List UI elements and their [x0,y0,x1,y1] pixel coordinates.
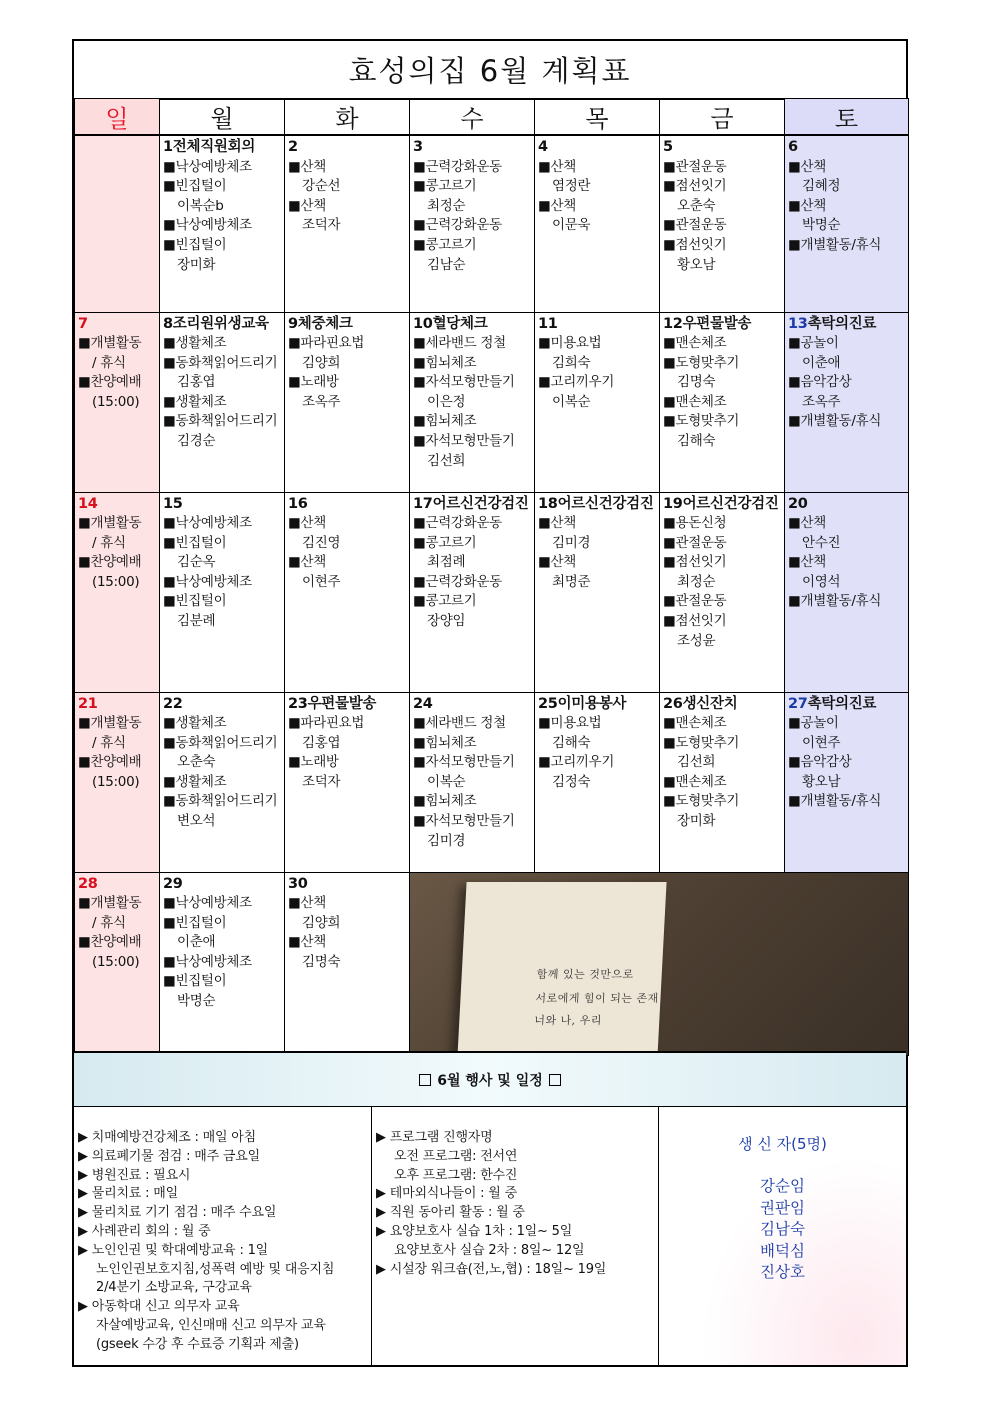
activity-line: 김미경 [427,832,466,849]
activity-line: ■산책 [788,515,826,532]
event-line: ▶ 아동학대 신고 의무자 교육 [78,1299,240,1315]
activity-line: ■점선잇기 [663,178,727,195]
event-line: ▶ 병원진료 : 필요시 [78,1167,191,1183]
activity-line: ■관절운동 [663,158,727,175]
activity-line: 김명숙 [302,953,341,970]
activity-line: 황오남 [677,256,716,273]
activity-line: ■산책 [288,515,326,532]
events-section [74,1107,906,1365]
weekday-tue: 화 [285,99,410,136]
activity-line: 최점례 [427,554,466,571]
activity-line: ■산책 [538,158,576,175]
day-cell [75,135,160,312]
day-number: 10혈당체크 [413,315,488,332]
day-number: 9체중체크 [288,315,353,332]
birthday-column [659,1107,906,1365]
activity-line: 이복순b [177,197,224,214]
activity-line: ■낙상예방체조 [163,515,252,532]
day-number: 24 [413,695,433,712]
day-cell [160,312,285,492]
day-cell [410,312,535,492]
events-title: 6월 행사 및 일정 [437,1072,543,1089]
activity-line: ■세라밴드 정철 [413,715,506,732]
day-cell [535,312,660,492]
week-row [75,872,909,1055]
activity-line: ■맨손체조 [663,773,727,790]
activity-line: ■음악감상 [788,374,852,391]
activity-line: ■미용요법 [538,335,602,352]
activity-line: 장양임 [427,613,466,630]
day-number: 23우편물발송 [288,695,377,712]
activity-line: ■공놀이 [788,715,839,732]
activity-line: ■빈집털이 [163,593,227,610]
activity-line: 조성윤 [677,632,716,649]
activity-line: ■자석모형만들기 [413,813,515,830]
activity-line: ■산책 [288,934,326,951]
activity-line: ■개별활동 [78,335,142,352]
day-number: 13촉탁의진료 [788,315,877,332]
day-cell [410,135,535,312]
day-cell [785,492,909,692]
day-number: 12우편물발송 [663,315,752,332]
activity-line: 김선희 [677,754,716,771]
activity-line: ■점선잇기 [663,236,727,253]
activity-line: 김혜정 [802,178,841,195]
activity-line: 이복순 [427,773,466,790]
week-row [75,492,909,692]
day-number: 27촉탁의진료 [788,695,877,712]
activity-line: ■콩고르기 [413,593,477,610]
checkbox-icon [419,1074,431,1086]
activity-line: / 휴식 [92,734,126,751]
activity-line: ■생활체조 [163,773,227,790]
activity-line: 조덕자 [302,217,341,234]
activity-line: ■음악감상 [788,754,852,771]
birthday-name: 진상호 [760,1263,805,1281]
day-cell [160,692,285,872]
activity-line: 김해숙 [552,734,591,751]
day-cell [285,492,410,692]
activity-line: 김양희 [302,354,341,371]
event-line: ▶ 치매예방건강체조 : 매일 아침 [78,1130,257,1145]
activity-line: ■도형맞추기 [663,354,740,371]
activity-line: ■생활체조 [163,335,227,352]
birthday-name: 배덕심 [760,1241,805,1260]
day-cell [660,492,785,692]
day-cell [785,312,909,492]
activity-line: 오춘숙 [677,197,716,214]
activity-line: ■힘뇌체조 [413,354,477,371]
activity-line: ■점선잇기 [663,554,727,571]
page-title: 효성의집 6월 계획표 [74,41,906,100]
activity-line: 장미화 [677,813,716,830]
activity-line: ■힘뇌체조 [413,734,477,751]
activity-line: ■생활체조 [163,393,227,410]
day-cell [285,692,410,872]
day-number: 30 [288,875,308,892]
activity-line: 안수진 [802,534,841,551]
activity-line: ■산책 [288,197,326,214]
activity-line: ■낙상예방체조 [163,953,252,970]
activity-line: ■힘뇌체조 [413,413,477,430]
day-cell [535,692,660,872]
activity-line: ■노래방 [288,754,339,771]
weekday-mon: 월 [160,99,285,136]
activity-line: ■찬양예배 [78,754,142,771]
activity-line: 이영석 [802,573,841,590]
activity-line: ■콩고르기 [413,236,477,253]
activity-line: 조덕자 [302,773,341,790]
activity-line: ■노래방 [288,374,339,391]
activity-line: ■낙상예방체조 [163,895,252,912]
activity-line: (15:00) [92,773,140,790]
activity-line: ■산책 [538,197,576,214]
activity-line: 이현주 [302,573,341,590]
day-number: 3 [413,139,423,155]
day-number: 16 [288,495,308,512]
activity-line: 박명순 [802,217,841,234]
day-number: 15 [163,495,183,512]
activity-line: 박명순 [177,993,216,1010]
day-number: 14 [78,495,98,512]
activity-line: 김홍엽 [302,734,341,751]
activity-line: ■산책 [538,554,576,571]
activity-line: ■자석모형만들기 [413,754,515,771]
activity-line: ■산책 [288,895,326,912]
activity-line: 김경순 [177,433,216,450]
day-number: 28 [78,875,98,892]
activity-line: ■근력강화운동 [413,515,502,532]
day-cell [160,872,285,1055]
day-cell [410,692,535,872]
activity-line: 변오석 [177,813,216,830]
events-middle-column [372,1107,659,1365]
day-number: 1전체직원회의 [163,139,256,155]
activity-line: ■콩고르기 [413,534,477,551]
activity-line: ■콩고르기 [413,178,477,195]
day-cell [75,872,160,1055]
activity-line: ■산책 [788,158,826,175]
event-line: 노인인권보호지침,성폭력 예방 및 대응지침 [96,1261,335,1277]
events-banner [74,1051,906,1107]
book-page [457,882,666,1056]
activity-line: (15:00) [92,953,140,970]
activity-line: ■근력강화운동 [413,217,502,234]
activity-line: ■세라밴드 정철 [413,335,506,352]
activity-line: ■동화책읽어드리기 [163,413,278,430]
activity-line: 이춘애 [802,354,841,371]
activity-line: 최명준 [552,573,591,590]
day-cell [660,312,785,492]
birthday-names [659,1176,906,1284]
activity-line: (15:00) [92,573,140,590]
activity-line: ■산책 [288,554,326,571]
weekday-header-row [75,99,909,136]
event-line: ▶ 물리치료 : 매일 [78,1186,178,1202]
day-cell [660,135,785,312]
event-line: 요양보호사 실습 2차 : 8일~ 12일 [394,1242,585,1258]
schedule-sheet [72,39,908,1367]
activity-line: ■빈집털이 [163,973,227,990]
day-number: 25이미용봉사 [538,695,627,712]
day-number: 4 [538,139,548,155]
event-line: 오후 프로그램: 한수진 [394,1167,518,1183]
activity-line: ■맨손체조 [663,335,727,352]
day-number: 20 [788,495,808,512]
day-cell [785,692,909,872]
event-line: ▶ 프로그램 진행자명 [376,1130,493,1145]
day-cell [535,492,660,692]
day-cell [285,312,410,492]
week-row [75,692,909,872]
activity-line: 김정숙 [552,773,591,790]
day-number: 2 [288,139,298,155]
activity-line: ■고리끼우기 [538,374,615,391]
birthday-title: 생 신 자(5명) [738,1135,827,1153]
events-left-column [74,1107,372,1365]
event-line: ▶ 직원 동아리 활동 : 월 중 [376,1205,525,1221]
activity-line: ■고리끼우기 [538,754,615,771]
activity-line: 이춘애 [177,934,216,951]
activity-line: 김진영 [302,534,341,551]
activity-line: ■자석모형만들기 [413,374,515,391]
activity-line: 김남순 [427,256,466,273]
photo-cell [410,872,909,1055]
photo-text-line: 너와 나, 우리 [533,1013,603,1027]
day-cell [160,492,285,692]
day-number: 29 [163,875,183,892]
activity-line: ■동화책읽어드리기 [163,734,278,751]
event-line: 2/4분기 소방교육, 구강교육 [96,1280,252,1296]
activity-line: ■파라핀요법 [288,335,365,352]
activity-line: ■맨손체조 [663,393,727,410]
activity-line: / 휴식 [92,534,126,551]
day-number: 19어르신건강검진 [663,495,779,512]
activity-line: ■관절운동 [663,217,727,234]
activity-line: ■산책 [288,158,326,175]
day-cell [75,492,160,692]
weekday-sat: 토 [785,99,909,136]
event-line: ▶ 의료폐기물 점검 : 매주 금요일 [78,1148,260,1164]
event-line: ▶ 물리치료 기기 점검 : 매주 수요일 [78,1205,277,1221]
activity-line: ■미용요법 [538,715,602,732]
checkbox-icon [549,1074,561,1086]
day-cell [75,692,160,872]
birthday-name: 강순임 [760,1177,805,1195]
activity-line: ■낙상예방체조 [163,217,252,234]
activity-line: 김미경 [552,534,591,551]
activity-line: ■도형맞추기 [663,793,740,810]
day-cell [75,312,160,492]
day-number: 6 [788,139,798,155]
activity-line: ■빈집털이 [163,178,227,195]
activity-line: ■근력강화운동 [413,573,502,590]
activity-line: 김순옥 [177,554,216,571]
week-row [75,312,909,492]
day-number: 18어르신건강검진 [538,495,654,512]
day-number: 5 [663,139,673,155]
birthday-name: 권판임 [760,1198,805,1217]
day-cell [660,692,785,872]
activity-line: ■빈집털이 [163,534,227,551]
activity-line: ■산책 [788,554,826,571]
activity-line: 김명숙 [677,374,716,391]
day-number: 17어르신건강검진 [413,495,529,512]
activity-line: ■공놀이 [788,335,839,352]
week-row [75,135,909,312]
activity-line: ■힘뇌체조 [413,793,477,810]
activity-line: ■근력강화운동 [413,158,502,175]
event-line: ▶ 노인인권 및 학대예방교육 : 1일 [78,1242,269,1258]
event-line: (gseek 수강 후 수료증 기획과 제출) [96,1336,299,1352]
activity-line: 오춘숙 [177,754,216,771]
activity-line: ■개별활동/휴식 [788,413,882,430]
event-line: ▶ 테마외식나들이 : 월 중 [376,1186,517,1202]
activity-line: 김양희 [302,914,341,931]
day-cell [160,135,285,312]
event-line: 오전 프로그램: 전서연 [394,1148,518,1164]
activity-line: 염정란 [552,178,591,195]
day-number: 11 [538,315,558,332]
activity-line: (15:00) [92,393,140,410]
day-number: 7 [78,315,88,332]
activity-line: ■생활체조 [163,715,227,732]
activity-line: ■개별활동 [78,515,142,532]
day-cell [410,492,535,692]
activity-line: 김홍엽 [177,374,216,391]
activity-line: ■관절운동 [663,593,727,610]
activity-line: 김해숙 [677,433,716,450]
activity-line: 최정순 [427,197,466,214]
book-photo [410,873,908,1055]
photo-text-line: 서로에게 힘이 되는 존재 [535,991,660,1005]
activity-line: ■점선잇기 [663,613,727,630]
activity-line: ■파라핀요법 [288,715,365,732]
activity-line: ■도형맞추기 [663,734,740,751]
activity-line: 김선희 [427,452,466,469]
day-cell [785,135,909,312]
activity-line: ■동화책읽어드리기 [163,354,278,371]
activity-line: ■개별활동/휴식 [788,793,882,810]
activity-line: ■개별활동/휴식 [788,593,882,610]
activity-line: ■낙상예방체조 [163,573,252,590]
activity-line: ■빈집털이 [163,914,227,931]
activity-line: / 휴식 [92,354,126,371]
activity-line: 김희숙 [552,354,591,371]
activity-line: 황오남 [802,773,841,790]
activity-line: 이문욱 [552,217,591,234]
day-number: 8조리원위생교육 [163,315,269,332]
activity-line: ■개별활동/휴식 [788,236,882,253]
activity-line: ■동화책읽어드리기 [163,793,278,810]
activity-line: ■찬양예배 [78,934,142,951]
day-cell [285,872,410,1055]
activity-line: / 휴식 [92,914,126,931]
activity-line: 김분례 [177,613,216,630]
activity-line: ■낙상예방체조 [163,158,252,175]
event-line: ▶ 시설장 워크숍(전,노,협) : 18일~ 19일 [376,1261,607,1277]
weekday-fri: 금 [660,99,785,136]
day-cell [285,135,410,312]
weekday-wed: 수 [410,99,535,136]
activity-line: ■빈집털이 [163,236,227,253]
photo-text-line: 함께 있는 것만으로 [536,967,635,981]
event-line: ▶ 요양보호사 실습 1차 : 1일~ 5일 [376,1223,573,1239]
activity-line: 이현주 [802,734,841,751]
activity-line: 장미화 [177,256,216,273]
activity-line: ■맨손체조 [663,715,727,732]
birthday-name: 김남숙 [760,1220,805,1238]
activity-line: 이복순 [552,393,591,410]
activity-line: 조옥주 [802,393,841,410]
calendar-table [74,98,909,1056]
day-number: 26생신잔치 [663,695,738,712]
activity-line: 조옥주 [302,393,341,410]
day-number: 22 [163,695,183,712]
activity-line: ■산책 [788,197,826,214]
activity-line: ■찬양예배 [78,554,142,571]
day-cell [535,135,660,312]
activity-line: 강순선 [302,178,341,195]
activity-line: ■산책 [538,515,576,532]
day-number: 21 [78,695,98,712]
activity-line: ■자석모형만들기 [413,433,515,450]
activity-line: ■개별활동 [78,715,142,732]
activity-line: ■개별활동 [78,895,142,912]
activity-line: ■찬양예배 [78,374,142,391]
activity-line: ■도형맞추기 [663,413,740,430]
activity-line: ■용돈신청 [663,515,727,532]
activity-line: 이은정 [427,393,466,410]
weekday-sun: 일 [75,99,160,136]
activity-line: ■관절운동 [663,534,727,551]
event-line: 자살예방교육, 인신매매 신고 의무자 교육 [96,1317,326,1333]
activity-line: 최정순 [677,573,716,590]
event-line: ▶ 사례관리 회의 : 월 중 [78,1223,211,1239]
weekday-thu: 목 [535,99,660,136]
